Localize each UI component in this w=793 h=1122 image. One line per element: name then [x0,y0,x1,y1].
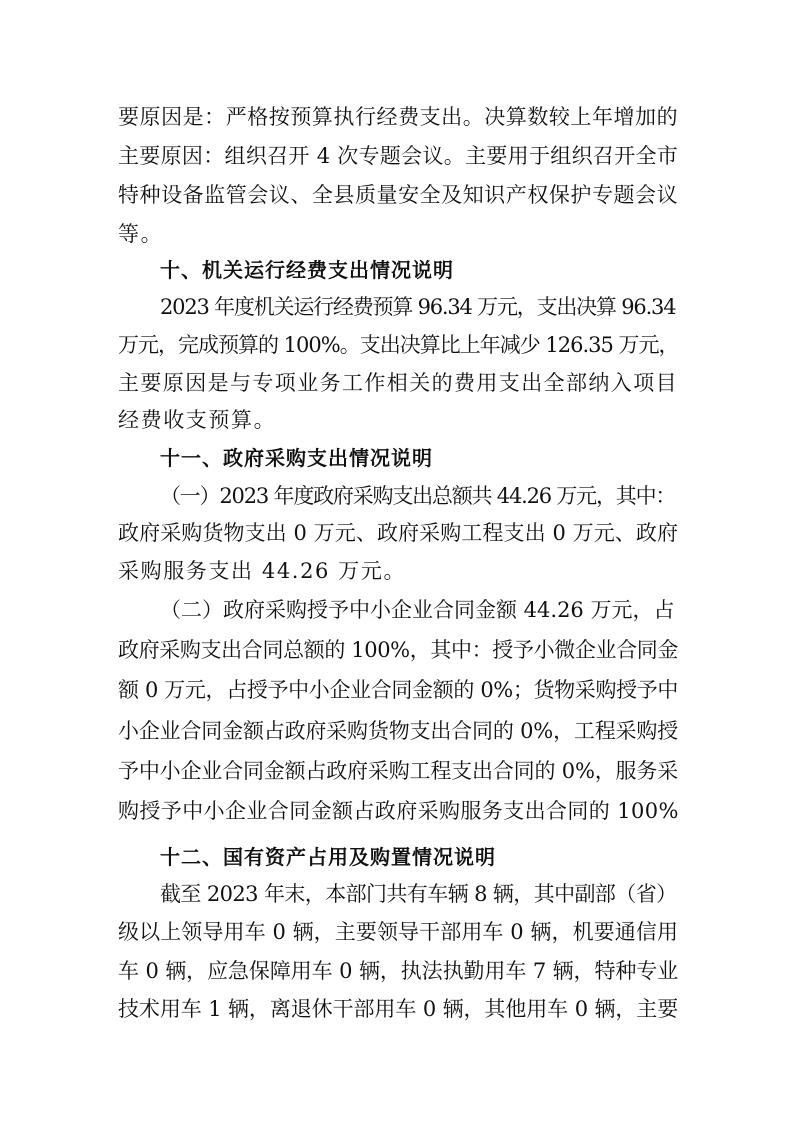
paragraph-line: 主要原因：组织召开 4 次专题会议。主要用于组织召开全市 [118,144,678,168]
section-heading-12: 十二、国有资产占用及购置情况说明 [160,845,496,869]
paragraph-line: 级以上领导用车 0 辆，主要领导干部用车 0 辆，机要通信用 [118,920,678,944]
paragraph-line: （一）2023 年度政府采购支出总额共 44.26 万元，其中： [160,484,676,508]
section-heading-10: 十、机关运行经费支出情况说明 [160,258,454,282]
section-heading-11: 十一、政府采购支出情况说明 [160,446,433,470]
paragraph-line: 政府采购货物支出 0 万元、政府采购工程支出 0 万元、政府 [118,521,678,545]
paragraph-line: 予中小企业合同金额占政府采购工程支出合同的 0%，服务采 [118,759,678,783]
paragraph-line: 经费收支预算。 [118,408,277,432]
paragraph-line: 万元，完成预算的 100%。支出决算比上年减少 126.35 万元， [118,333,679,357]
paragraph-line: 购授予中小企业合同金额占政府采购服务支出合同的 100% [118,799,679,823]
paragraph-line: 要原因是：严格按预算执行经费支出。决算数较上年增加的 [118,105,678,129]
paragraph-line: 截至 2023 年末，本部门共有车辆 8 辆，其中副部（省） [160,882,677,906]
paragraph-line: 2023 年度机关运行经费预算 96.34 万元，支出决算 96.34 [160,295,676,319]
paragraph-line: 特种设备监管会议、全县质量安全及知识产权保护专题会议 [118,183,678,207]
paragraph-line: 采购服务支出 44.26 万元。 [118,559,407,583]
paragraph-line: （二）政府采购授予中小企业合同金额 44.26 万元，占 [160,598,675,622]
paragraph-line: 技术用车 1 辆，离退休干部用车 0 辆，其他用车 0 辆，主要 [118,997,678,1021]
paragraph-line: 等。 [118,222,164,246]
paragraph-line: 车 0 辆，应急保障用车 0 辆，执法执勤用车 7 辆，特种专业 [118,959,678,983]
paragraph-line: 政府采购支出合同总额的 100%，其中：授予小微企业合同金 [118,638,678,662]
paragraph-line: 小企业合同金额占政府采购货物支出合同的 0%，工程采购授 [118,719,678,743]
paragraph-line: 额 0 万元，占授予中小企业合同金额的 0%；货物采购授予中 [118,678,678,702]
paragraph-line: 主要原因是与专项业务工作相关的费用支出全部纳入项目 [118,371,678,395]
